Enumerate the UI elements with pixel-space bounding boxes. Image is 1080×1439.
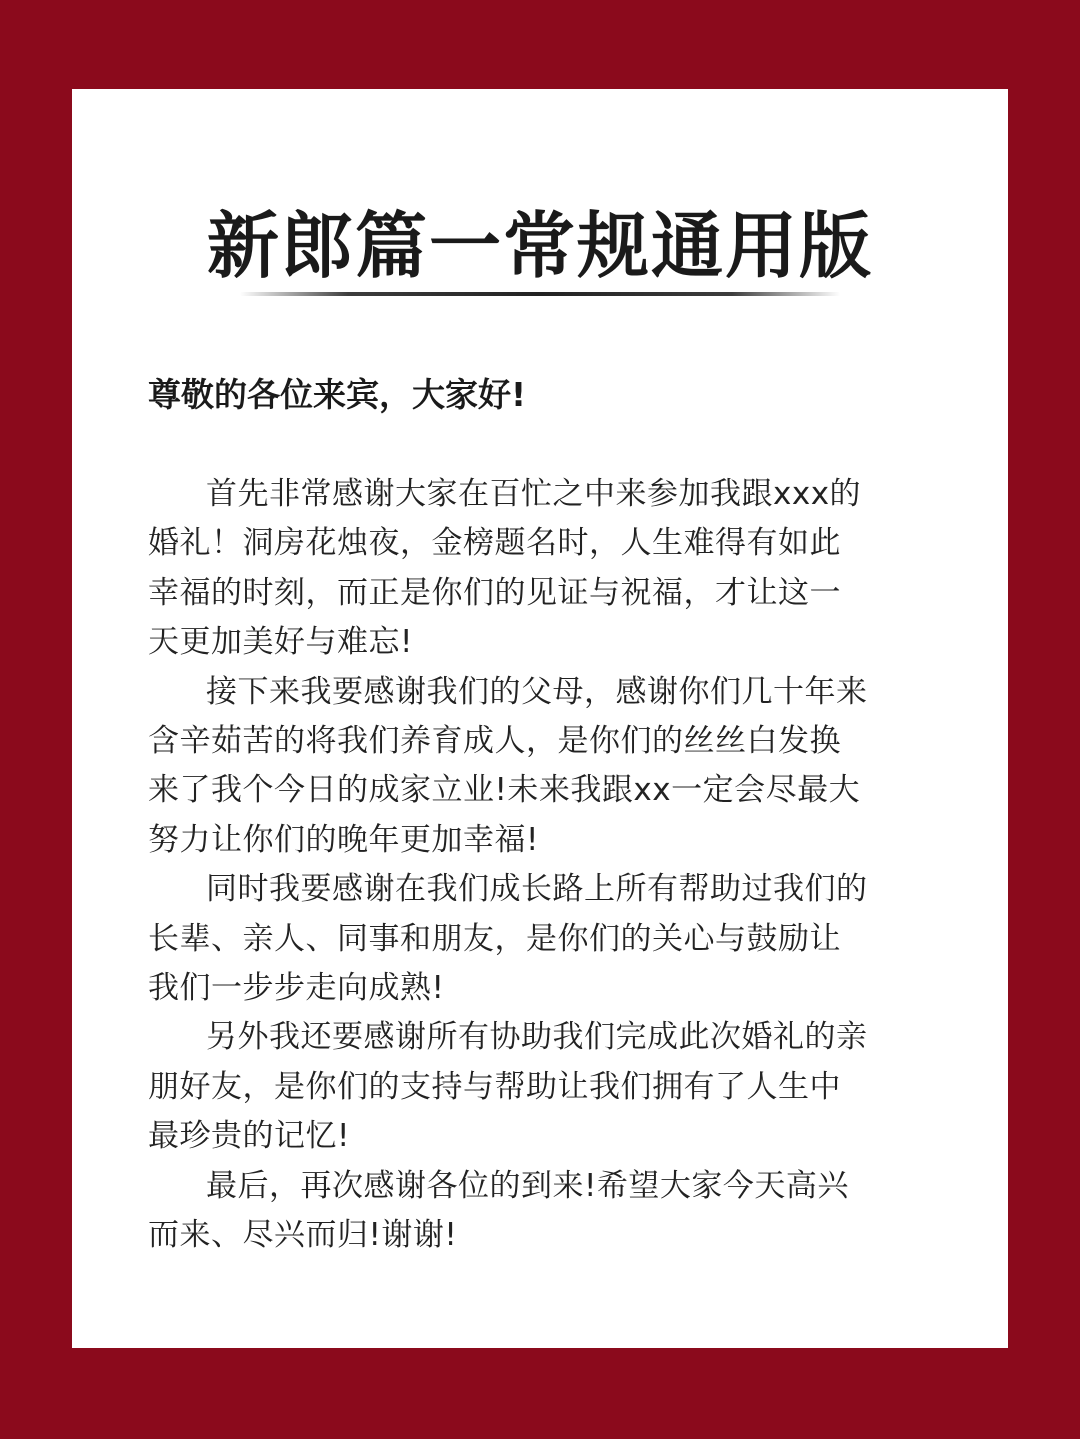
speech-body [148, 470, 938, 1261]
text-line: 含辛茹苦的将我们养育成人，是你们的丝丝白发换 [148, 723, 841, 760]
title-underline-divider [240, 292, 840, 296]
paragraph-4 [148, 1013, 938, 1161]
text-line: 幸福的时刻，而正是你们的见证与祝福，才让这一 [148, 574, 841, 611]
text-line: 最珍贵的记忆! [148, 1118, 350, 1155]
text-line: 努力让你们的晚年更加幸福! [148, 821, 539, 858]
paragraph-2 [148, 668, 938, 866]
text-line: 而来、尽兴而归!谢谢! [148, 1217, 458, 1254]
paragraph-1 [148, 470, 938, 668]
text-line: 接下来我要感谢我们的父母，感谢你们几十年来 [206, 673, 868, 710]
text-line: 我们一步步走向成熟! [148, 970, 445, 1007]
paragraph-5 [148, 1162, 938, 1261]
text-line: 另外我还要感谢所有协助我们完成此次婚礼的亲 [206, 1019, 868, 1056]
text-line: 长辈、亲人、同事和朋友，是你们的关心与鼓励让 [148, 920, 841, 957]
text-line: 最后，再次感谢各位的到来!希望大家今天高兴 [206, 1167, 849, 1204]
text-line: 天更加美好与难忘! [148, 624, 413, 661]
paragraph-3 [148, 865, 938, 1013]
text-line: 来了我个今日的成家立业!未来我跟xx一定会尽最大 [148, 772, 861, 809]
text-line: 婚礼！洞房花烛夜，金榜题名时，人生难得有如此 [148, 525, 841, 562]
page-title: 新郎篇一常规通用版 [206, 204, 873, 288]
text-line: 朋好友，是你们的支持与帮助让我们拥有了人生中 [148, 1068, 841, 1105]
text-line: 首先非常感谢大家在百忙之中来参加我跟xxx的 [206, 476, 862, 512]
greeting: 尊敬的各位来宾，大家好! [148, 375, 527, 414]
text-line: 同时我要感谢在我们成长路上所有帮助过我们的 [206, 871, 868, 908]
